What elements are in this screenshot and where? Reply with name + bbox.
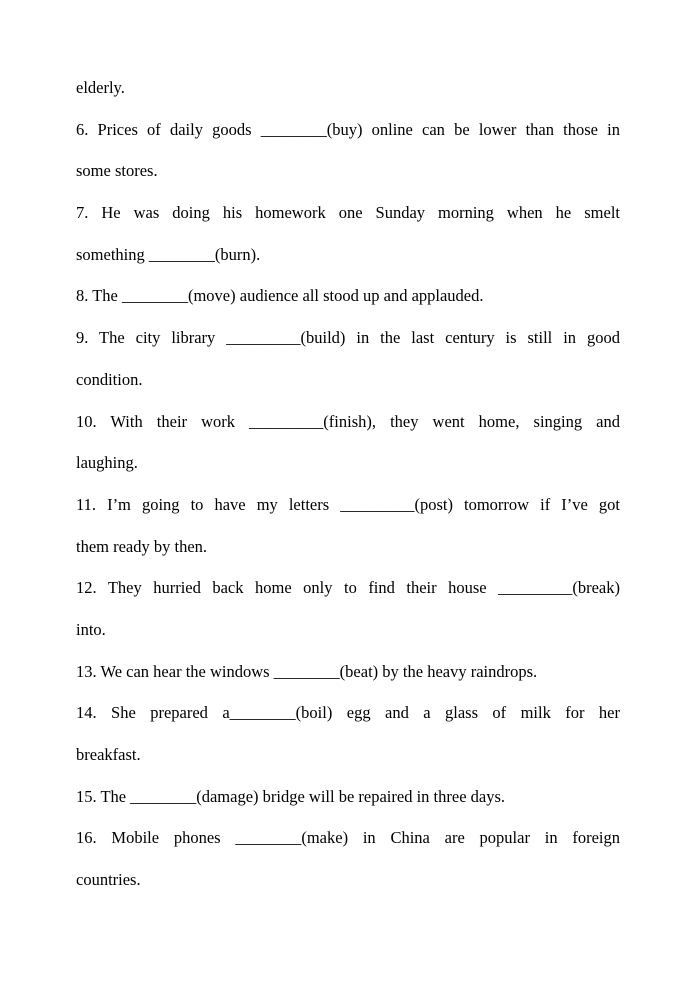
exercise-text — [76, 71, 620, 905]
question-10-line-1: 10. With their work _________(finish), they went home, singing and — [76, 411, 620, 431]
question-13-line-1: 13. We can hear the windows ________(beat) by the heavy raindrops. — [76, 661, 538, 681]
question-7-line-2: something ________(burn). — [76, 244, 261, 264]
question-12-line-1: 12. They hurried back home only to find their house _________(break) — [76, 578, 620, 598]
question-16-line-2: countries. — [76, 870, 141, 890]
question-11-line-2: them ready by then. — [76, 536, 208, 556]
question-9-line-2: condition. — [76, 369, 143, 389]
question-16-line-1: 16. Mobile phones ________(make) in China are popular in foreign — [76, 828, 620, 848]
question-12-line-2: into. — [76, 619, 106, 639]
question-14-line-1: 14. She prepared a________(boil) egg and a glass of milk for her — [76, 703, 620, 723]
question-10-line-2: laughing. — [76, 453, 138, 473]
question-9-line-1: 9. The city library _________(build) in the last century is still in good — [76, 328, 620, 348]
question-8-line-1: 8. The ________(move) audience all stood up and applauded. — [76, 286, 484, 306]
question-7-line-1: 7. He was doing his homework one Sunday morning when he smelt — [76, 203, 620, 223]
question-14-line-2: breakfast. — [76, 745, 141, 764]
question-6-line-1: 6. Prices of daily goods ________(buy) online can be lower than those in — [76, 119, 620, 139]
text-line: elderly. — [76, 78, 125, 97]
question-11-line-1: 11. I’m going to have my letters _________(post) tomorrow if I’ve got — [76, 494, 620, 514]
question-15-line-1: 15. The ________(damage) bridge will be repaired in three days. — [76, 786, 506, 806]
question-6-line-2: some stores. — [76, 161, 158, 181]
